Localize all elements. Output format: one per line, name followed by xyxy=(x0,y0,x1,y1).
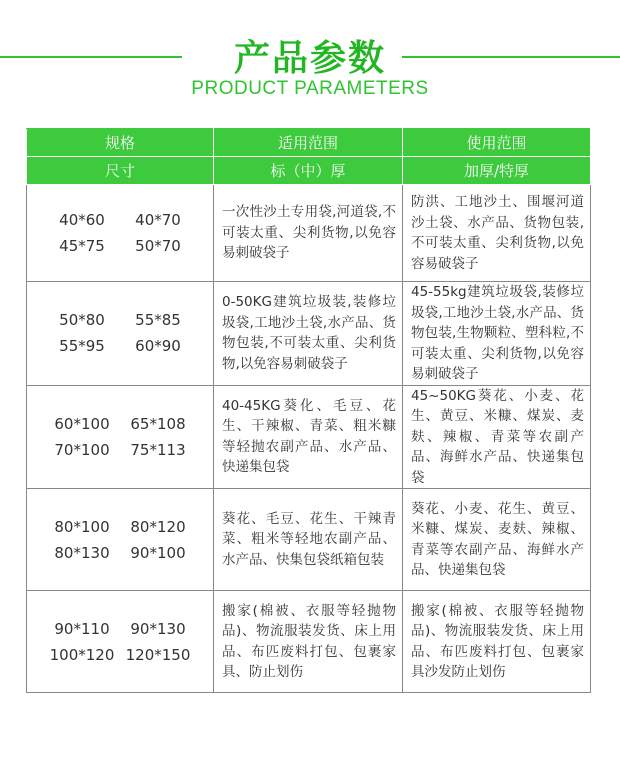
page-subtitle: PRODUCT PARAMETERS xyxy=(191,78,429,99)
size-value: 75*113 xyxy=(130,440,186,459)
size-value: 80*130 xyxy=(54,543,110,562)
size-cell xyxy=(27,385,214,489)
size-cell xyxy=(27,185,214,282)
table-row xyxy=(27,489,591,591)
size-value: 80*100 xyxy=(54,517,110,536)
size-value: 50*80 xyxy=(59,311,105,330)
table-row xyxy=(27,185,591,282)
size-value: 90*110 xyxy=(54,619,110,638)
header-applicable: 适用范围 xyxy=(214,129,403,157)
size-value: 50*70 xyxy=(135,237,181,255)
size-value: 90*100 xyxy=(130,543,186,562)
size-cell xyxy=(27,489,214,591)
thick-usage-cell: 葵花、小麦、花生、黄豆、米糠、煤炭、麦麸、辣椒、青菜等农副产品、海鲜水产品、快递集包袋 xyxy=(403,489,591,591)
parameters-table xyxy=(26,128,591,693)
size-cell xyxy=(27,282,214,386)
size-value: 90*130 xyxy=(130,619,186,638)
table-row xyxy=(27,385,591,489)
size-value: 40*70 xyxy=(135,211,181,229)
thick-usage-cell: 45-55kg建筑垃圾袋,装修垃圾袋,工地沙土袋,水产品、货物包装,生物颗粒、塑科粒,不可装太重、尖利货物,以免容易刺破袋子 xyxy=(403,282,591,386)
page-header xyxy=(0,0,620,120)
size-value: 45*75 xyxy=(59,237,105,255)
size-value: 55*95 xyxy=(59,337,105,356)
page-title: 产品参数 xyxy=(233,38,386,79)
table-row xyxy=(27,591,591,693)
size-value: 40*60 xyxy=(59,211,105,229)
size-cell xyxy=(27,591,214,693)
table-header-row xyxy=(27,129,591,157)
table-row xyxy=(27,282,591,386)
medium-usage-cell: 搬家(棉被、衣服等轻抛物品)、物流服装发货、床上用品、布匹废料打包、包裹家具、防止划伤 xyxy=(214,591,403,693)
medium-usage-cell: 40-45KG葵化、毛豆、花生、干辣椒、青菜、粗米糠等轻抛农副产品、水产品、快递集包袋 xyxy=(214,385,403,489)
parameters-table-container xyxy=(26,128,590,693)
size-value: 55*85 xyxy=(135,311,181,330)
header-size: 尺寸 xyxy=(27,157,214,185)
size-value: 120*150 xyxy=(125,645,191,664)
size-value: 70*100 xyxy=(54,440,110,459)
header-spec: 规格 xyxy=(27,129,214,157)
size-value: 80*120 xyxy=(130,517,186,536)
thick-usage-cell: 搬家(棉被、衣服等轻抛物品)、物流服装发货、床上用品、布匹废料打包、包裹家具沙发防止划伤 xyxy=(403,591,591,693)
medium-usage-cell: 葵花、毛豆、花生、干辣青菜、粗米等轻地农副产品、水产品、快集包袋纸箱包装 xyxy=(214,489,403,591)
medium-usage-cell: 0-50KG建筑垃圾装,装修垃圾袋,工地沙土袋,水产品、货物包装,不可装太重、尖利货物,以免容易刺破袋子 xyxy=(214,282,403,386)
header-medium-thickness: 标（中）厚 xyxy=(214,157,403,185)
size-value: 60*90 xyxy=(135,337,181,356)
size-value: 100*120 xyxy=(49,645,115,664)
size-value: 60*100 xyxy=(54,414,110,433)
medium-usage-cell: 一次性沙土专用袋,河道袋,不可装太重、尖利货物,以免容易刺破袋子 xyxy=(214,185,403,282)
header-usage: 使用范围 xyxy=(403,129,591,157)
thick-usage-cell: 45~50KG葵花、小麦、花生、黄豆、米糠、煤炭、麦麸、辣椒、青菜等农副产品、海鲜水产品、快递集包袋 xyxy=(403,385,591,489)
thick-usage-cell: 防洪、工地沙土、围堰河道沙土袋、水产品、货物包装,不可装太重、尖利货物,以免容易破袋子 xyxy=(403,185,591,282)
size-value: 65*108 xyxy=(130,414,186,433)
table-subheader-row xyxy=(27,157,591,185)
header-thick: 加厚/特厚 xyxy=(403,157,591,185)
